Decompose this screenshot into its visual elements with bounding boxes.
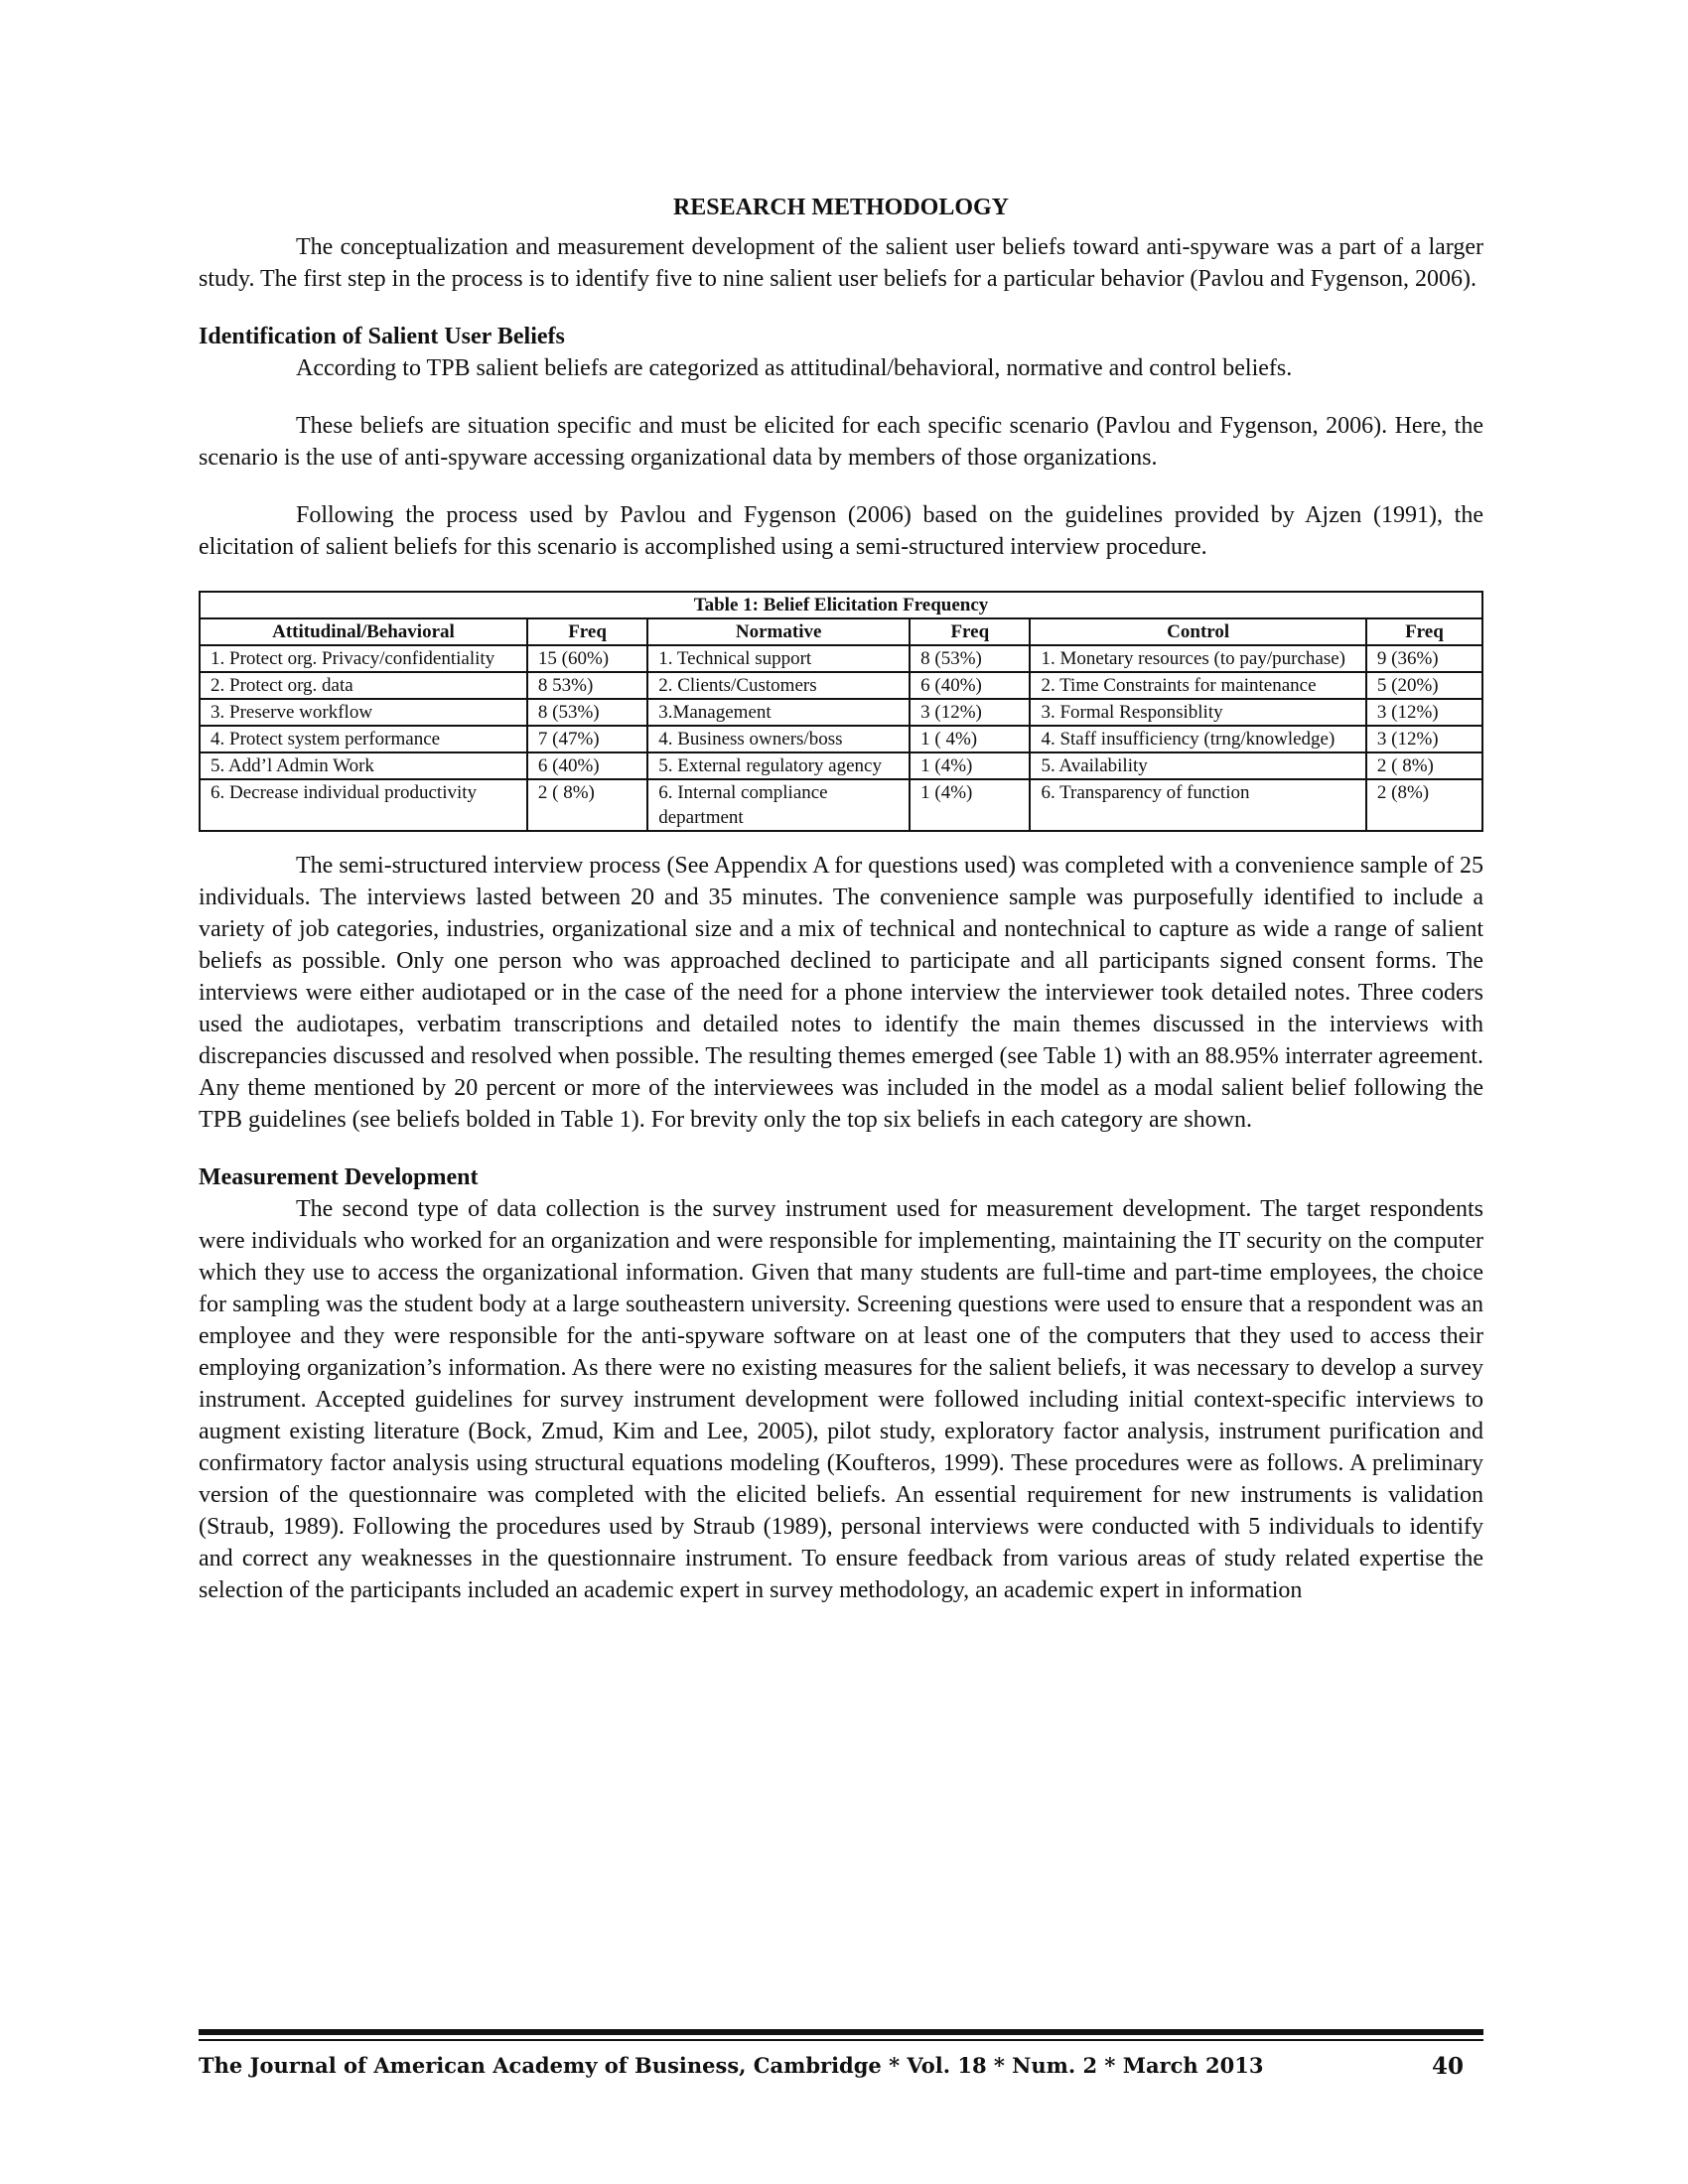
intro-paragraph: The conceptualization and measurement development of the salient user beliefs toward anti-spyware was a part of a larger study. The first step in the process is to identify five to nine salient user beliefs for a particular behavior (Pavlou and Fygenson, 2006). xyxy=(199,234,1483,292)
table-cell: 9 (36%) xyxy=(1366,645,1482,672)
table-row xyxy=(200,672,1482,699)
table-caption: Table 1: Belief Elicitation Frequency xyxy=(200,592,1482,618)
table-cell: 1 (4%) xyxy=(910,779,1030,831)
table-row xyxy=(200,699,1482,726)
table-cell: 1 (4%) xyxy=(910,752,1030,779)
table-cell: 4. Protect system performance xyxy=(200,726,527,752)
footer-rule-thick xyxy=(199,2029,1483,2035)
table-cell: 6 (40%) xyxy=(910,672,1030,699)
table-row xyxy=(200,645,1482,672)
table-cell: 5. Add’l Admin Work xyxy=(200,752,527,779)
table-cell: 4. Staff insufficiency (trng/knowledge) xyxy=(1030,726,1365,752)
table-cell: 3 (12%) xyxy=(1366,726,1482,752)
journal-citation: The Journal of American Academy of Business, Cambridge * Vol. 18 * Num. 2 * March 2013 xyxy=(199,2053,1264,2078)
heading-identification: Identification of Salient User Beliefs xyxy=(199,324,565,349)
table-cell: 8 (53%) xyxy=(910,645,1030,672)
footer-rule-thin xyxy=(199,2039,1483,2041)
paragraph-situation: These beliefs are situation specific and must be elicited for each specific scenario (Pavlou and Fygenson, 2006). Here, the scenario is the use of anti-spyware accessing organizational data by members of those organizations. xyxy=(199,413,1483,471)
section-title: RESEARCH METHODOLOGY xyxy=(672,195,1010,220)
page-footer xyxy=(199,2053,1483,2078)
table-cell: 2. Protect org. data xyxy=(200,672,527,699)
table-cell: 15 (60%) xyxy=(527,645,647,672)
table-cell: 3. Preserve workflow xyxy=(200,699,527,726)
table-cell: 1 ( 4%) xyxy=(910,726,1030,752)
table-cell: 5. Availability xyxy=(1030,752,1365,779)
table-cell: 1. Protect org. Privacy/confidentiality xyxy=(200,645,527,672)
table-cell: 2 (8%) xyxy=(1366,779,1482,831)
table-cell: 2. Clients/Customers xyxy=(647,672,910,699)
table-cell: 3. Formal Responsiblity xyxy=(1030,699,1365,726)
paragraph-process: Following the process used by Pavlou and Fygenson (2006) based on the guidelines provided by Ajzen (1991), the elicitation of salient beliefs for this scenario is accomplished using a semi-structured interview procedure. xyxy=(199,502,1483,560)
page-content xyxy=(199,195,1483,1606)
table-cell: 3 (12%) xyxy=(1366,699,1482,726)
belief-table xyxy=(199,591,1483,832)
table-header-row xyxy=(200,618,1482,645)
table-row xyxy=(200,726,1482,752)
page-number: 40 xyxy=(1432,2053,1465,2080)
table-cell: 7 (47%) xyxy=(527,726,647,752)
table-row xyxy=(200,752,1482,779)
table-cell: 4. Business owners/boss xyxy=(647,726,910,752)
table-cell: 6. Decrease individual productivity xyxy=(200,779,527,831)
paragraph-tpb: According to TPB salient beliefs are categorized as attitudinal/behavioral, normative and control beliefs. xyxy=(296,355,1293,381)
table-cell: 2 ( 8%) xyxy=(1366,752,1482,779)
table-row xyxy=(200,779,1482,831)
table-cell: 6. Internal compliance department xyxy=(647,779,910,831)
table-cell: 5. External regulatory agency xyxy=(647,752,910,779)
table-cell: 8 (53%) xyxy=(527,699,647,726)
heading-measurement: Measurement Development xyxy=(199,1164,479,1190)
table-cell: 2. Time Constraints for maintenance xyxy=(1030,672,1365,699)
table-cell: 2 ( 8%) xyxy=(527,779,647,831)
paragraph-survey: The second type of data collection is the survey instrument used for measurement development. The target respondents were individuals who worked for an organization and were responsible for implementing, maintaining the IT security on the computer which they use to access the organizational information. Given that many students are full-time and part-time employees, the choice for sampling was the student body at a large southeastern university. Screening questions were used to ensure that a respondent was an employee and they were responsible for the anti-spyware software on at least one of the computers that they used to access their employing organization’s information. As there were no existing measures for the salient beliefs, it was necessary to develop a survey instrument. Accepted guidelines for survey instrument development were followed including initial context-specific interviews to augment existing literature (Bock, Zmud, Kim and Lee, 2005), pilot study, exploratory factor analysis, instrument purification and confirmatory factor analysis using structural equations modeling (Koufteros, 1999). These procedures were as follows. A preliminary version of the questionnaire was completed with the elicited beliefs. An essential requirement for new instruments is validation (Straub, 1989). Following the procedures used by Straub (1989), personal interviews were conducted with 5 individuals to identify and correct any weaknesses in the questionnaire instrument. To ensure feedback from various areas of study related expertise the selection of the participants included an academic expert in survey methodology, an academic expert in information xyxy=(199,1196,1483,1603)
header-freq: Freq xyxy=(910,618,1030,645)
table-cell: 1. Technical support xyxy=(647,645,910,672)
header-attitudinal: Attitudinal/Behavioral xyxy=(200,618,527,645)
table-cell: 6. Transparency of function xyxy=(1030,779,1365,831)
table-cell: 1. Monetary resources (to pay/purchase) xyxy=(1030,645,1365,672)
header-freq: Freq xyxy=(527,618,647,645)
table-cell: 3 (12%) xyxy=(910,699,1030,726)
header-control: Control xyxy=(1030,618,1365,645)
paragraph-interviews: The semi-structured interview process (See Appendix A for questions used) was completed with a convenience sample of 25 individuals. The interviews lasted between 20 and 35 minutes. The convenience sample was purposefully identified to include a variety of job categories, industries, organizational size and a mix of technical and nontechnical to capture as wide a range of salient beliefs as possible. Only one person who was approached declined to participate and all participants signed consent forms. The interviews were either audiotaped or in the case of the need for a phone interview the interviewer took detailed notes. Three coders used the audiotapes, verbatim transcriptions and detailed notes to identify the main themes discussed in the interviews with discrepancies discussed and resolved when possible. The resulting themes emerged (see Table 1) with an 88.95% interrater agreement. Any theme mentioned by 20 percent or more of the interviewees was included in the model as a modal salient belief following the TPB guidelines (see beliefs bolded in Table 1). For brevity only the top six beliefs in each category are shown. xyxy=(199,853,1483,1133)
table-cell: 5 (20%) xyxy=(1366,672,1482,699)
header-freq: Freq xyxy=(1366,618,1482,645)
table-cell: 6 (40%) xyxy=(527,752,647,779)
table-cell: 3.Management xyxy=(647,699,910,726)
table-cell: 8 53%) xyxy=(527,672,647,699)
header-normative: Normative xyxy=(647,618,910,645)
